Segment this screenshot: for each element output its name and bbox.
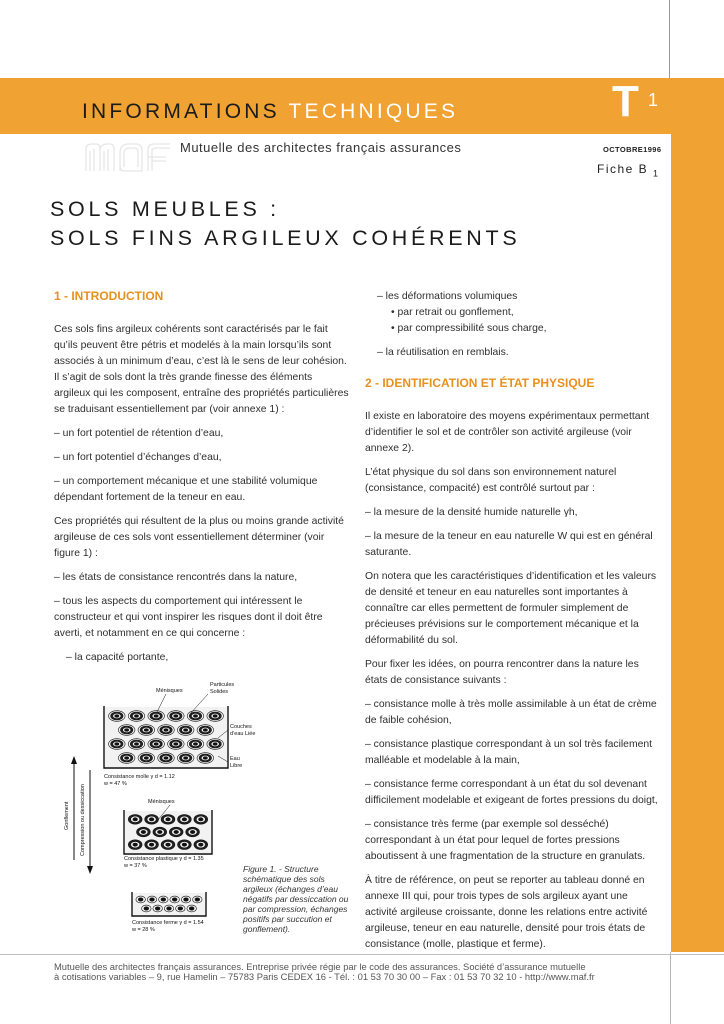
firm-particle bbox=[172, 898, 177, 901]
paragraph: L’état physique du sol dans son environnement naturel (consistance, compacité) est contrôlé surtout par : bbox=[365, 467, 617, 494]
soft-particle bbox=[164, 757, 168, 760]
plastic-particle bbox=[141, 830, 146, 833]
list-item: – les déformations volumiques bbox=[377, 291, 518, 302]
paragraph: – un fort potentiel de rétention d’eau, bbox=[54, 428, 224, 439]
firm-particle bbox=[150, 898, 155, 901]
side-strip bbox=[671, 134, 724, 952]
section-heading-introduction: 1 - INTRODUCTION bbox=[54, 289, 164, 303]
sheet-number: 1 bbox=[648, 90, 659, 110]
soft-particle bbox=[134, 743, 138, 746]
firm-particle bbox=[178, 907, 183, 910]
soft-particle bbox=[174, 743, 178, 746]
soft-particle bbox=[164, 729, 168, 732]
soft-particle bbox=[115, 743, 119, 746]
soft-particle bbox=[193, 715, 197, 718]
soft-particle bbox=[125, 757, 129, 760]
soft-particle bbox=[203, 757, 207, 760]
paragraph: – consistance ferme correspondant à un état du sol devenant difficilement modelable et exigeant de fortes pressions du doigt, bbox=[365, 779, 658, 806]
paragraph: Pour fixer les idées, on pourra rencontrer dans la nature les états de consistance suivants : bbox=[365, 659, 639, 686]
firm-particle bbox=[144, 907, 149, 910]
paragraph: Ces sols fins argileux cohérents sont caractérisés par le fait qu’ils peuvent être pétris et modelés à la main lorsqu’ils sont associés à un minimum d’eau, c’est là le sens de leur cohésion. Il s’agit de sols dont la très grande finesse des éléments argileux qui les composent, entraîne des propriétés particulières se traduisant essentiellement par (voir annexe 1) : bbox=[54, 324, 349, 415]
firm-particle bbox=[195, 898, 200, 901]
page-title-line1: SOLS MEUBLES : bbox=[50, 197, 280, 221]
plastic-particle bbox=[190, 830, 195, 833]
paragraph: – un comportement mécanique et une stabilité volumique dépendant fortement de la teneur en eau. bbox=[54, 476, 318, 503]
paragraph: – consistance molle à très molle assimilable à un état de crème de faible cohésion, bbox=[365, 699, 657, 726]
left-column bbox=[54, 288, 350, 674]
soft-particle bbox=[144, 757, 148, 760]
list-item: – la réutilisation en remblais. bbox=[377, 347, 509, 358]
footer bbox=[54, 962, 654, 982]
paragraph: – les états de consistance rencontrés dans la nature, bbox=[54, 572, 298, 583]
right-column bbox=[365, 289, 661, 961]
plastic-particle bbox=[166, 818, 171, 821]
figure-label-molle: Consistance molle γ d = 1.12 bbox=[104, 774, 175, 780]
soft-particle bbox=[115, 715, 119, 718]
paragraph: – un fort potentiel d’échanges d’eau, bbox=[54, 452, 222, 463]
vertical-rule bbox=[669, 0, 670, 78]
soft-particle bbox=[193, 743, 197, 746]
bullet-item: • par compressibilité sous charge, bbox=[365, 321, 661, 337]
plastic-particle bbox=[133, 843, 138, 846]
figure-label-menisques-2: Ménisques bbox=[148, 799, 175, 805]
header-title-dark: INFORMATIONS bbox=[82, 100, 280, 123]
page-title bbox=[50, 195, 520, 253]
plastic-particle bbox=[166, 843, 171, 846]
paragraph: À titre de référence, on peut se reporter au tableau donné en annexe III qui, pour trois types de sols argileux ayant une activité argileuse croissante, donne les relations entre activité argileuse, teneur en eau naturelle, densité pour trois états de consistance (molle, plastique et ferme). bbox=[365, 875, 648, 950]
soft-particle bbox=[134, 715, 138, 718]
soft-particle bbox=[154, 715, 158, 718]
figure-label-w47: w = 47 % bbox=[104, 781, 127, 787]
soft-particle bbox=[184, 757, 188, 760]
figure-label-compression: Compression ou dessiccation bbox=[80, 784, 86, 856]
issue-date: OCTOBRE1996 bbox=[603, 145, 662, 154]
firm-particle bbox=[184, 898, 189, 901]
paragraph: Il existe en laboratoire des moyens expérimentaux permettant d’identifier le sol et de contrôler son activité argileuse (voir annexe 2). bbox=[365, 411, 650, 454]
plastic-particle bbox=[158, 830, 163, 833]
firm-particle bbox=[138, 898, 143, 901]
firm-particle bbox=[161, 898, 166, 901]
plastic-particle bbox=[149, 843, 154, 846]
fiche-subscript: 1 bbox=[653, 168, 660, 179]
paragraph: – la mesure de la densité humide naturelle γh, bbox=[365, 507, 578, 518]
header-title-light: TECHNIQUES bbox=[288, 100, 459, 123]
plastic-particle bbox=[149, 818, 154, 821]
figure-label-eau-liee: d’eau Liée bbox=[230, 731, 256, 737]
figure-label-libre: Libre bbox=[230, 763, 243, 769]
footer-divider bbox=[0, 954, 724, 955]
soft-particle bbox=[213, 743, 217, 746]
figure-label-plastique: Consistance plastique γ d = 1.35 bbox=[124, 856, 204, 862]
paragraph: Ces propriétés qui résultent de la plus ou moins grande activité argileuse de ces sols vont essentiellement déterminer (voir figure 1) : bbox=[54, 516, 344, 559]
bullet-item: • par retrait ou gonflement, bbox=[365, 305, 661, 321]
plastic-particle bbox=[182, 843, 187, 846]
soft-particle bbox=[154, 743, 158, 746]
figure-label-w28: w = 28 % bbox=[132, 927, 155, 933]
soft-particle bbox=[184, 729, 188, 732]
figure-label-couches: Couches bbox=[230, 724, 252, 730]
sheet-letter: T bbox=[612, 77, 639, 126]
plastic-particle bbox=[199, 843, 204, 846]
plastic-particle bbox=[199, 818, 204, 821]
figure-label-menisques: Ménisques bbox=[156, 688, 183, 694]
firm-particle bbox=[189, 907, 194, 910]
maf-logo bbox=[82, 139, 174, 175]
page-title-line2: SOLS FINS ARGILEUX COHÉRENTS bbox=[50, 226, 521, 250]
figure-label-solides: Solides bbox=[210, 689, 229, 695]
soft-particle bbox=[203, 729, 207, 732]
paragraph: On notera que les caractéristiques d’identification et les valeurs de densité et teneur en eau naturelles sont importantes à connaître car elles permettent de formuler simplement de précieuses prévisions sur le comportement mécanique et la déformabilité du sol. bbox=[365, 571, 657, 646]
figure-label-particules: Particules bbox=[210, 682, 235, 688]
paragraph: – consistance très ferme (par exemple sol desséché) correspondant à un état pour lequel de fortes pressions aboutissent à une fragmentation de la structure en granulats. bbox=[365, 819, 646, 862]
vertical-rule-bottom bbox=[670, 952, 671, 1024]
footer-line-1: Mutuelle des architectes français assurances. Entreprise privée régie par le code des assurances. Société d’assurance mutuelle bbox=[54, 961, 586, 972]
figure-label-eau: Eau bbox=[230, 756, 240, 762]
figure-caption: Figure 1. - Structure schématique des sols argileux (échanges d’eau négatifs par dessiccation ou par compression, échanges positifs par succution et gonflement). bbox=[243, 864, 349, 934]
paragraph: – tous les aspects du comportement qui intéressent le constructeur et qui vont inspirer les risques dont il doit être averti, et notamment en ce qui concerne : bbox=[54, 596, 323, 639]
soft-particle bbox=[174, 715, 178, 718]
paragraph: – la mesure de la teneur en eau naturelle W qui est en général saturante. bbox=[365, 531, 653, 558]
figure-label-w37: w = 37 % bbox=[124, 863, 147, 869]
firm-particle bbox=[167, 907, 172, 910]
footer-line-2: à cotisations variables – 9, rue Hamelin – 75783 Paris CEDEX 16 - Tél. : 01 53 70 30 00 – Fax : 01 53 70 32 10 - http://www.maf.fr bbox=[54, 971, 595, 982]
fiche-text: Fiche B bbox=[597, 162, 649, 176]
figure-label-gonflement: Gonflement bbox=[64, 801, 70, 830]
section-heading-identification: 2 - IDENTIFICATION ET ÉTAT PHYSIQUE bbox=[365, 376, 595, 390]
plastic-particle bbox=[174, 830, 179, 833]
paragraph: – la capacité portante, bbox=[66, 652, 169, 663]
figure-label-ferme: Consistance ferme γ d = 1.54 bbox=[132, 920, 204, 926]
firm-particle bbox=[155, 907, 160, 910]
soft-particle bbox=[125, 729, 129, 732]
fiche-label bbox=[597, 162, 660, 178]
soft-particle bbox=[213, 715, 217, 718]
org-name: Mutuelle des architectes français assurances bbox=[180, 140, 462, 155]
paragraph: – consistance plastique correspondant à un sol très facilement malléable et modelable à la main, bbox=[365, 739, 653, 766]
plastic-particle bbox=[133, 818, 138, 821]
soft-particle bbox=[144, 729, 148, 732]
header-title bbox=[82, 100, 458, 124]
plastic-particle bbox=[182, 818, 187, 821]
